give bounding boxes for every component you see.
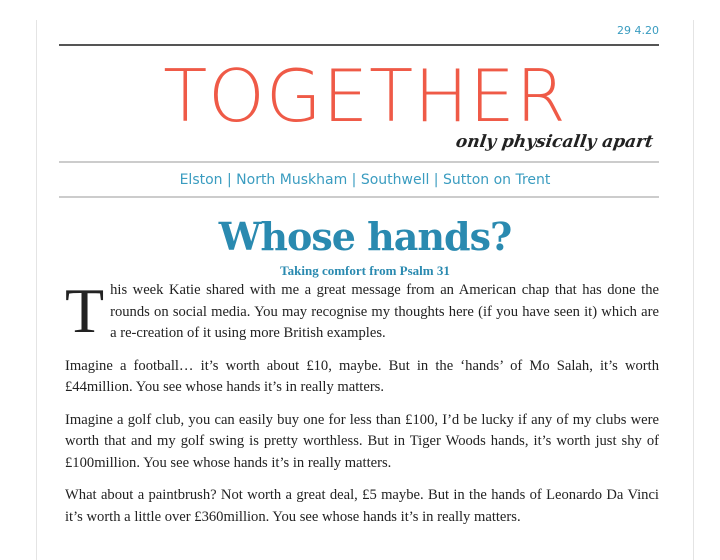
issue-date: 29 4.20 (617, 24, 659, 37)
divider (59, 44, 659, 46)
divider (59, 161, 659, 163)
newsletter-title: TOGETHER (163, 54, 567, 138)
paragraph: Imagine a football… it’s worth about £10, maybe. But in the ‘hands’ of Mo Salah, it’s worth £44million. You see whose hands it’s in really matters. (65, 357, 659, 395)
tagline: only physically apart (454, 132, 655, 152)
article-headline: Whose hands? (218, 214, 512, 259)
paragraph: Imagine a golf club, you can easily buy one for less than £100, I’d be lucky if any of my clubs were worth that and my golf swing is pretty worthless. But in Tiger Woods hands, it’s worth just shy of £100million. You see whose hands it’s in really matters. (65, 411, 659, 471)
article-subheading: Taking comfort from Psalm 31 (280, 263, 450, 278)
parish-list: Elston | North Muskham | Southwell | Sutton on Trent (179, 172, 551, 188)
divider (59, 196, 659, 198)
article-body (65, 275, 659, 539)
paragraph: This week Katie shared with me a great message from an American chap that has done the rounds on social media. You may recognise my thoughts here (if you have seen it) which are a re-creation of it using more British examples. (65, 275, 659, 346)
newsletter-page (36, 20, 694, 560)
drop-cap: T (65, 275, 105, 346)
paragraph: What about a paintbrush? Not worth a great deal, £5 maybe. But in the hands of Leonardo Da Vinci it’s worth a little over £360million. You see whose hands it’s in really matters. (65, 487, 659, 525)
